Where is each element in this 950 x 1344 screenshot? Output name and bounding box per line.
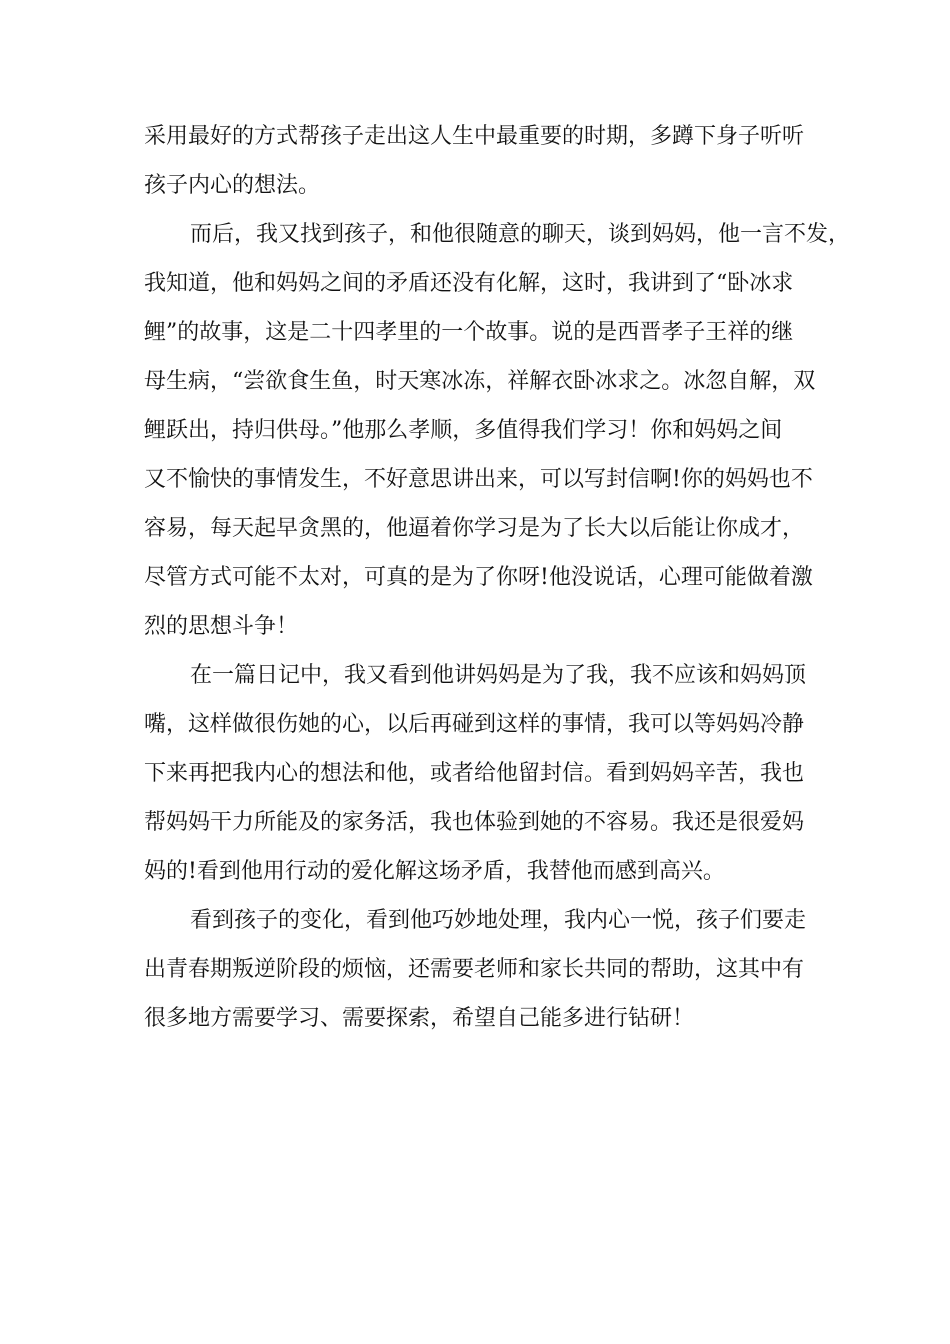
paragraph-line: 尽管方式可能不太对，可真的是为了你呀!他没说话，心理可能做着激 — [144, 565, 813, 590]
paragraph-line: 采用最好的方式帮孩子走出这人生中最重要的时期，多蹲下身子听听 — [144, 124, 805, 149]
paragraph-line: 很多地方需要学习、需要探索，希望自己能多进行钻研！ — [144, 1006, 695, 1031]
paragraph-line: 母生病，“尝欲食生鱼，时天寒冰冻，祥解衣卧冰求之。冰忽自解，双 — [144, 369, 816, 394]
paragraph-line: 嘴，这样做很伤她的心，以后再碰到这样的事情，我可以等妈妈冷静 — [144, 712, 805, 737]
paragraph-line: 鲤”的故事，这是二十四孝里的一个故事。说的是西晋孝子王祥的继 — [144, 320, 794, 345]
paragraph-line: 容易，每天起早贪黑的，他逼着你学习是为了长大以后能让你成才， — [144, 516, 805, 541]
paragraph-line: 烈的思想斗争！ — [144, 614, 299, 639]
paragraph-line: 我知道，他和妈妈之间的矛盾还没有化解，这时，我讲到了“卧冰求 — [144, 271, 794, 296]
paragraph-line: 下来再把我内心的想法和他，或者给他留封信。看到妈妈辛苦，我也 — [144, 761, 805, 786]
paragraph-line: 鲤跃出，持归供母。”他那么孝顺，多值得我们学习！你和妈妈之间 — [144, 418, 783, 443]
paragraph-line: 而后，我又找到孩子，和他很随意的聊天，谈到妈妈，他一言不发， — [190, 222, 851, 247]
paragraph-line: 出青春期叛逆阶段的烦恼，还需要老师和家长共同的帮助，这其中有 — [144, 957, 805, 982]
paragraph-4 — [144, 896, 812, 1043]
paragraph-line: 孩子内心的想法。 — [144, 173, 321, 198]
paragraph-line: 又不愉快的事情发生，不好意思讲出来，可以写封信啊!你的妈妈也不 — [144, 467, 813, 492]
paragraph-line: 帮妈妈干力所能及的家务活，我也体验到她的不容易。我还是很爱妈 — [144, 810, 805, 835]
paragraph-line: 在一篇日记中，我又看到他讲妈妈是为了我，我不应该和妈妈顶 — [190, 663, 807, 688]
paragraph-2 — [144, 210, 851, 651]
paragraph-line: 妈的!看到他用行动的爱化解这场矛盾，我替他而感到高兴。 — [144, 859, 725, 884]
paragraph-3 — [144, 651, 812, 896]
document-body — [144, 112, 851, 1043]
paragraph-1 — [144, 112, 812, 210]
paragraph-line: 看到孩子的变化，看到他巧妙地处理，我内心一悦，孩子们要走 — [190, 908, 807, 933]
